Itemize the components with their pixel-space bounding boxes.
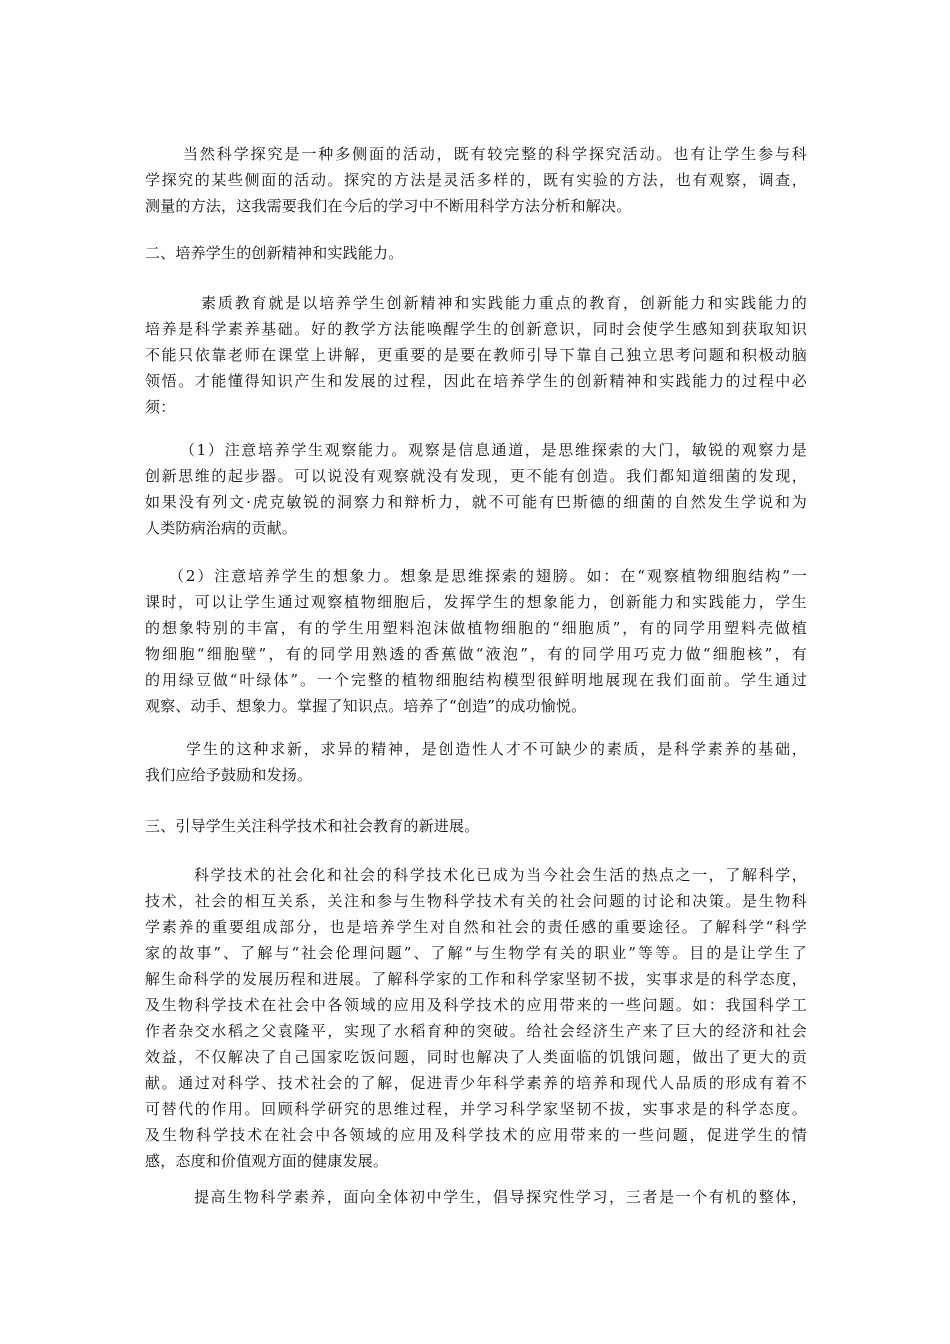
text-line: 学探究的某些侧面的活动。探究的方法是灵活多样的，既有实验的方法，也有观察，调查， (145, 171, 807, 189)
text-line: 培养是科学素养基础。好的教学方法能唤醒学生的创新意识，同时会使学生感知到获取知识 (145, 320, 807, 338)
text-line: 学素养的重要组成部分，也是培养学生对自然和社会的责任感的重要途径。了解科学“科学 (145, 918, 807, 936)
text-line: 的想象特别的丰富，有的学生用塑料泡沫做植物细胞的“细胞质”，有的同学用塑料壳做植 (145, 619, 807, 637)
text-line: 物细胞“细胞壁”，有的同学用熟透的香蕉做“液泡”，有的同学用巧克力做“细胞核”，有 (145, 645, 807, 663)
section-heading-3 (145, 813, 807, 839)
text-line: 素质教育就是以培养学生创新精神和实践能力重点的教育，创新能力和实践能力的 (201, 294, 807, 312)
text-line: （1）注意培养学生观察能力。观察是信息通道，是思维探索的大门，敏锐的观察力是 (180, 441, 807, 459)
paragraph-innovation-spirit (145, 736, 807, 788)
text-line: 观察、动手、想象力。掌握了知识点。培养了“创造”的成功愉悦。 (145, 697, 587, 715)
text-line: 感，态度和价值观方面的健康发展。 (145, 1152, 389, 1170)
text-line: 解生命科学的发展历程和进展。了解科学家的工作和科学家坚韧不拔，实事求是的科学态度， (145, 970, 807, 988)
text-line: 及生物科学技术在社会中各领域的应用及科学技术的应用带来的一些问题，促进学生的情 (145, 1126, 807, 1144)
text-line: 科学技术的社会化和社会的科学技术化已成为当今社会生活的热点之一，了解科学， (194, 866, 807, 884)
paragraph-quality-education (145, 290, 807, 420)
text-line: 不能只依靠老师在课堂上讲解，更重要的是要在教师引导下靠自己独立思考问题和积极动脑 (145, 346, 807, 364)
paragraph-imagination (145, 563, 807, 719)
text-line: 的用绿豆做“叶绿体”。一个完整的植物细胞结构模型很鲜明地展现在我们面前。学生通过 (145, 671, 807, 689)
text-line: 测量的方法，这我需要我们在今后的学习中不断用科学方法分析和解决。 (145, 197, 632, 215)
text-line: 如果没有列文·虎克敏锐的洞察力和辩析力，就不可能有巴斯德的细菌的自然发生学说和为 (145, 493, 807, 511)
text-line: 作者杂交水稻之父袁隆平，实现了水稻育种的突破。给社会经济生产来了巨大的经济和社会 (145, 1022, 807, 1040)
text-line: 当然科学探究是一种多侧面的活动，既有较完整的科学探究活动。也有让学生参与科 (183, 145, 807, 163)
heading-text: 二、培养学生的创新精神和实践能力。 (145, 244, 404, 262)
text-line: 我们应给予鼓励和发扬。 (145, 766, 313, 784)
text-line: 创新思维的起步器。可以说没有观察就没有发现，更不能有创造。我们都知道细菌的发现， (145, 467, 807, 485)
text-line: 献。通过对科学、技术社会的了解，促进青少年科学素养的培养和现代人品质的形成有着不 (145, 1074, 807, 1092)
text-line: （2）注意培养学生的想象力。想象是思维探索的翅膀。如：在“观察植物细胞结构”一 (169, 567, 807, 585)
text-line: 家的故事”、了解与“社会伦理问题”、了解“与生物学有关的职业”等等。目的是让学生了 (145, 944, 807, 962)
text-line: 效益，不仅解决了自己国家吃饭问题，同时也解决了人类面临的饥饿问题，做出了更大的贡 (145, 1048, 807, 1066)
paragraph-conclusion (145, 1184, 807, 1210)
text-line: 可替代的作用。回顾科学研究的思维过程，并学习科学家坚韧不拔，实事求是的科学态度。 (145, 1100, 807, 1118)
text-line: 领悟。才能懂得知识产生和发展的过程，因此在培养学生的创新精神和实践能力的过程中必 (145, 372, 807, 390)
text-line: 技术，社会的相互关系，关注和参与生物科学技术有关的社会问题的讨论和决策。是生物科 (145, 892, 807, 910)
text-line: 及生物科学技术在社会中各领域的应用及科学技术的应用带来的一些问题。如：我国科学工 (145, 996, 807, 1014)
paragraph-inquiry-methods (145, 141, 807, 219)
text-line: 课时，可以让学生通过观察植物细胞后，发挥学生的想象能力，创新能力和实践能力，学生 (145, 593, 807, 611)
text-line: 人类防病治病的贡献。 (145, 519, 298, 537)
paragraph-observation-ability (145, 437, 807, 541)
text-line: 须： (145, 398, 176, 416)
text-line: 学生的这种求新，求异的精神，是创造性人才不可缺少的素质，是科学素养的基础， (186, 740, 807, 758)
paragraph-science-society (145, 862, 807, 1174)
section-heading-2 (145, 240, 807, 266)
text-line: 提高生物科学素养，面向全体初中学生，倡导探究性学习，三者是一个有机的整体， (194, 1188, 807, 1206)
heading-text: 三、引导学生关注科学技术和社会教育的新进展。 (145, 817, 480, 835)
